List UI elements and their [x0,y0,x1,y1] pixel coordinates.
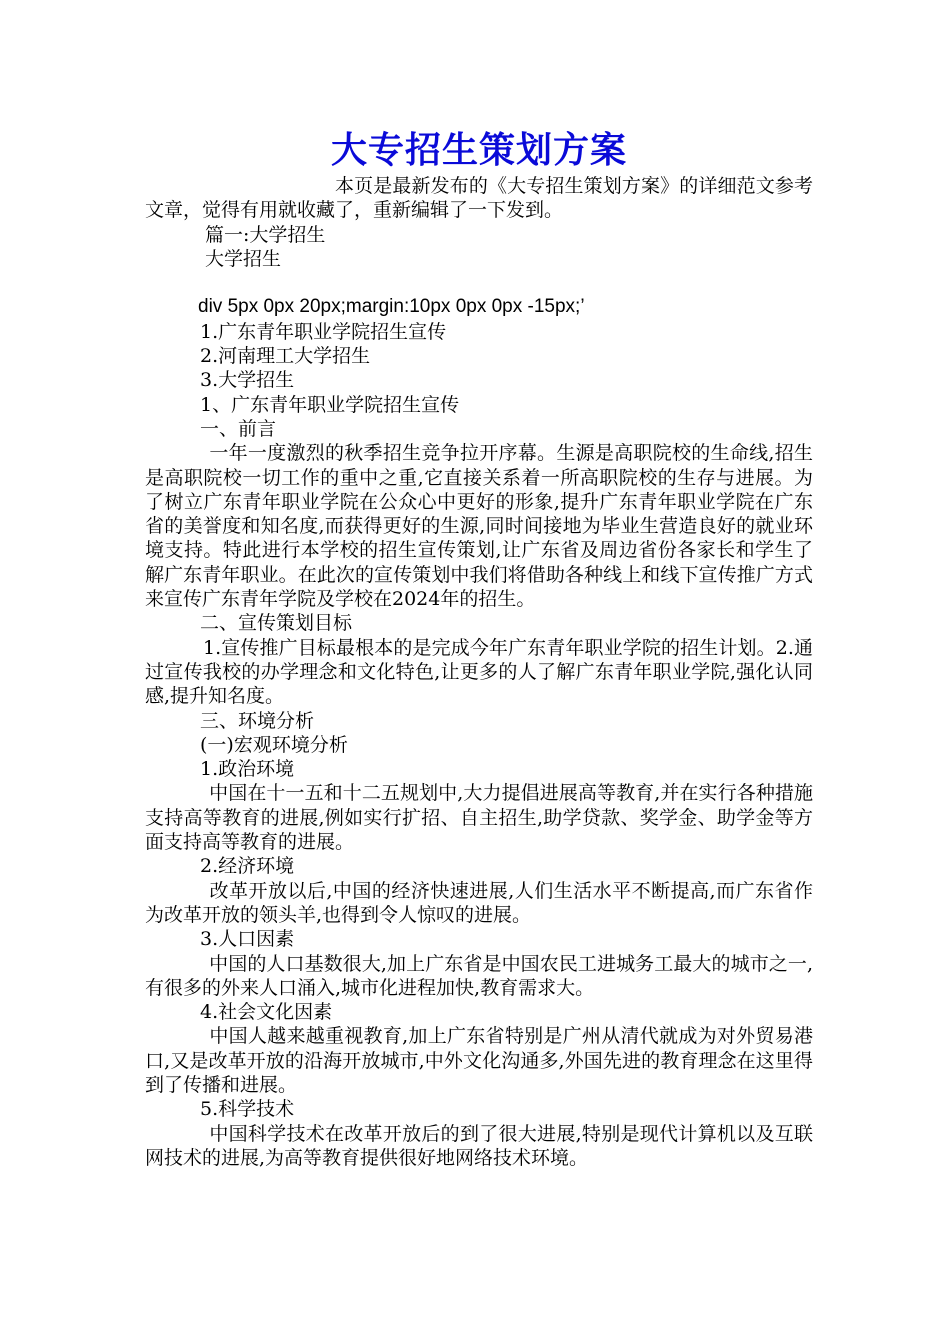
stray-style-text: div 5px 0px 20px;margin:10px 0px 0px -15px;’ [198,296,585,318]
subsection-heading-macro: (一)宏观环境分析 [200,733,348,756]
goals-paragraph: 1.宣传推广目标最根本的是完成今年广东青年职业学院的招生计划。2.通过宣传我校的办学理念和文化特色,让更多的人了解广东青年职业学院,强化认同感,提升知名度。 [145,636,813,708]
item-heading-culture: 4.社会文化因素 [200,1001,333,1024]
preface-paragraph: 一年一度激烈的秋季招生竞争拉开序幕。生源是高职院校的生命线,招生是高职院校一切工作的重中之重,它直接关系着一所高职院校的生存与进展。为了树立广东青年职业学院在公众心中更好的形象,提升广东青年职业学院在广东省的美誉度和知名度,而获得更好的生源,同时间接地为毕业生营造良好的就业环境支持。特此进行本学校的招生宣传策划,让广东省及周边省份各家长和学生了解广东青年职业。在此次的宣传策划中我们将借助各种线上和线下宣传推广方式来宣传广东青年学院及学校在2024年的招生。 [145,442,813,611]
population-paragraph: 中国的人口基数很大,加上广东省是中国农民工进城务工最大的城市之一,有很多的外来人口涌入,城市化进程加快,教育需求大。 [145,952,813,999]
item-heading-technology: 5.科学技术 [200,1098,295,1121]
document-title: 大专招生策划方案 [330,130,627,171]
section-heading-goals: 二、宣传策划目标 [200,612,353,635]
political-paragraph: 中国在十一五和十二五规划中,大力提倡进展高等教育,并在实行各种措施支持高等教育的进展,例如实行扩招、自主招生,助学贷款、奖学金、助学金等方面支持高等教育的进展。 [145,782,813,854]
culture-paragraph: 中国人越来越重视教育,加上广东省特别是广州从清代就成为对外贸易港口,又是改革开放的沿海开放城市,中外文化沟通多,外国先进的教育理念在这里得到了传播和进展。 [145,1025,813,1096]
economic-paragraph: 改革开放以后,中国的经济快速进展,人们生活水平不断提高,而广东省作为改革开放的领头羊,也得到令人惊叹的进展。 [145,879,814,926]
intro-paragraph: 本页是最新发布的《大专招生策划方案》的详细范文参考文章，觉得有用就收藏了，重新编辑了一下发到。 [145,175,813,222]
document-content [145,128,813,1170]
item-heading-economic: 2.经济环境 [200,855,295,878]
subheading-college-admissions: 大学招生 [205,247,282,270]
section-heading-preface: 一、前言 [200,417,277,440]
blank-line [145,271,813,295]
list-item-3: 3.大学招生 [200,369,295,392]
item-heading-population: 3.人口因素 [200,928,295,951]
technology-paragraph: 中国科学技术在改革开放后的到了很大进展,特别是现代计算机以及互联网技术的进展,为高等教育提供很好地网络技术环境。 [145,1122,813,1169]
section-heading-part-one: 篇一:大学招生 [205,223,326,246]
section-heading-environment: 三、环境分析 [200,709,315,732]
article-heading: 1、广东青年职业学院招生宣传 [200,393,460,416]
list-item-1: 1.广东青年职业学院招生宣传 [200,320,447,343]
list-item-2: 2.河南理工大学招生 [200,345,371,368]
item-heading-political: 1.政治环境 [200,758,295,781]
